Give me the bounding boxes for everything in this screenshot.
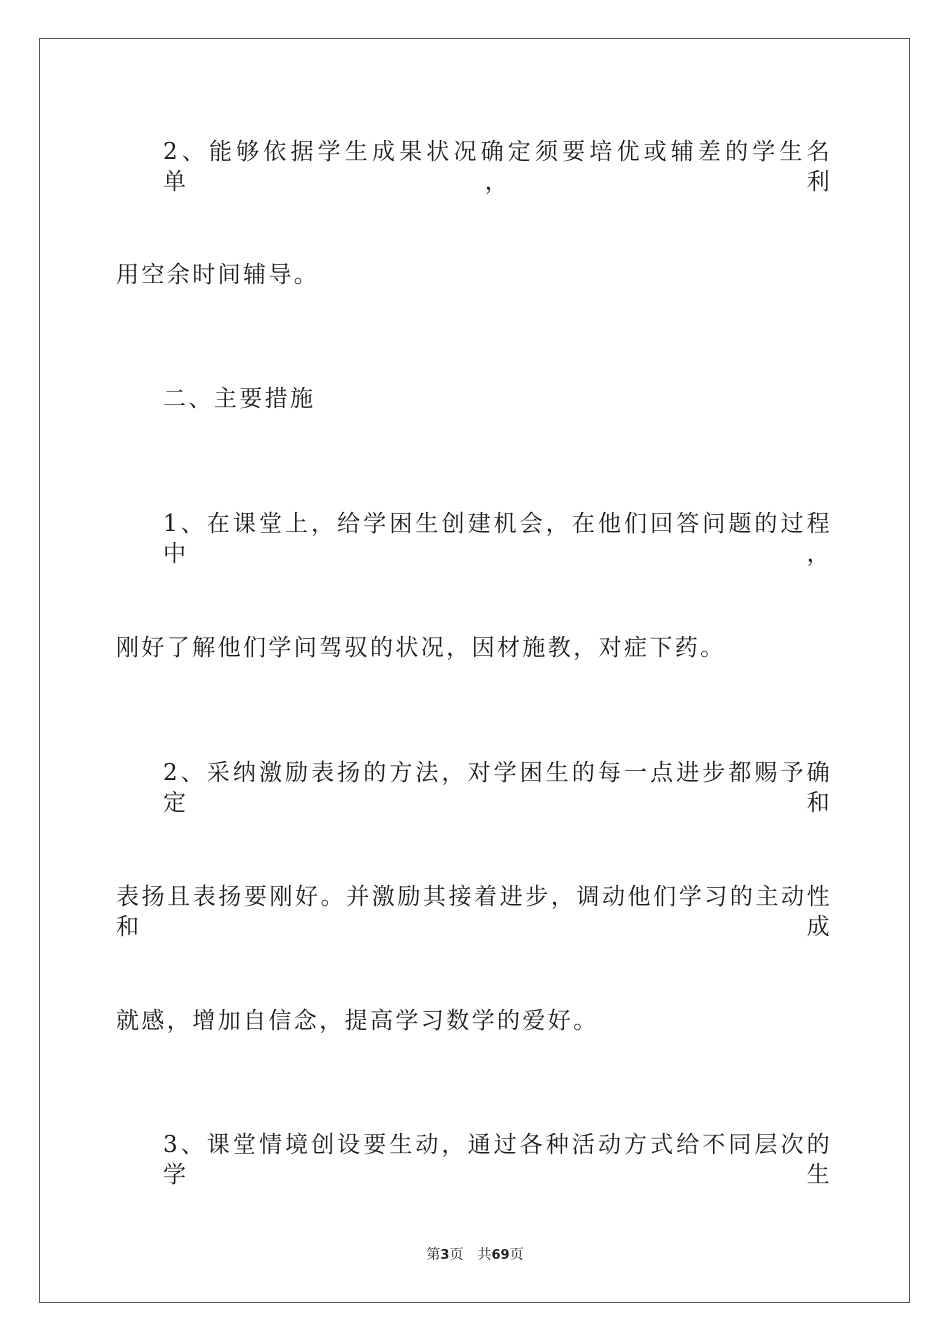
total-pages: 69: [491, 1248, 510, 1263]
paragraph-line: 就感，增加自信念，提高学习数学的爱好。: [116, 1008, 599, 1034]
page-suffix: 页: [449, 1247, 464, 1263]
total-suffix: 页: [509, 1247, 524, 1263]
paragraph-line: 3、课堂情境创设要生动，通过各种活动方式给不同层次的学生: [163, 1132, 832, 1188]
section-heading: 二、主要措施: [163, 386, 316, 412]
page-prefix: 第: [426, 1247, 441, 1263]
paragraph-line: 刚好了解他们学问驾驭的状况，因材施教，对症下药。: [116, 635, 726, 661]
page-border: [39, 38, 910, 1303]
paragraph-line: 2、能够依据学生成果状况确定须要培优或辅差的学生名单，利: [163, 139, 832, 195]
paragraph-line: 用空余时间辅导。: [116, 262, 320, 288]
paragraph-line: 2、采纳激励表扬的方法，对学困生的每一点进步都赐予确定和: [163, 760, 832, 816]
page-number: 3: [440, 1248, 450, 1263]
paragraph-line: 1、在课堂上，给学困生创建机会，在他们回答问题的过程中，: [163, 511, 832, 567]
total-prefix: 共: [477, 1247, 492, 1263]
paragraph-line: 表扬且表扬要刚好。并激励其接着进步，调动他们学习的主动性和成: [116, 884, 832, 940]
page-footer: [0, 1246, 950, 1265]
